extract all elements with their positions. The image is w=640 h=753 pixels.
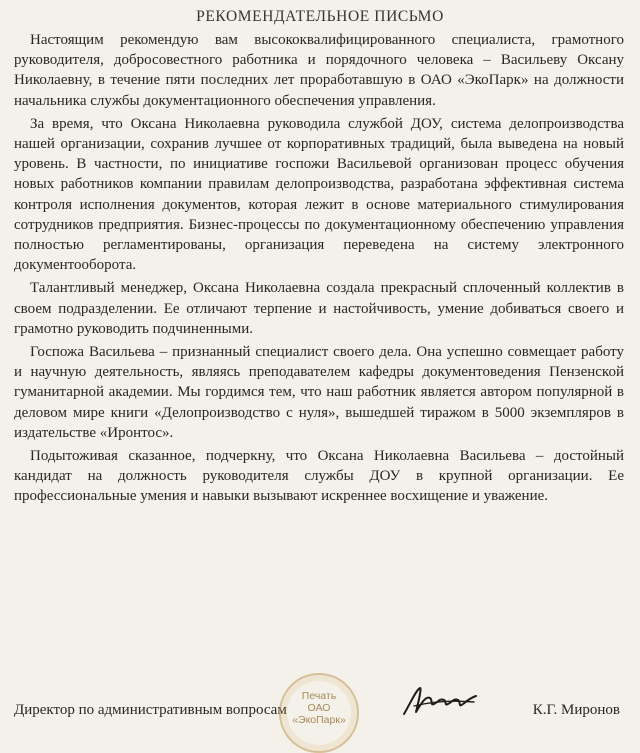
paragraph-4: Госпожа Васильева – признанный специалист своего дела. Она успешно совмещает работу и научную деятельность, являясь преподавателем кафедры документоведения Пензенской гуманитарной академии. Мы гордимся тем, что наш работник является автором популярной в деловом мире книги «Делопроизводство с нуля», вышедшей тиражом в 5000 экземпляров в издательстве «Иронтос». (14, 344, 624, 441)
paragraph-1: Настоящим рекомендую вам высококвалифицированного специалиста, грамотного руководителя, добросовестного работника и порядочного человека – Васильеву Оксану Николаевну, в течение пяти последних лет проработавшую в ОАО «ЭкоПарк» на должности начальника службы документационного обеспечения управления. (14, 32, 624, 109)
seal-line-3: «ЭкоПарк» (292, 714, 346, 726)
company-seal (279, 673, 359, 753)
handwritten-signature (400, 684, 480, 720)
signatory-role: Директор по административным вопросам (14, 702, 287, 718)
signatory-name: К.Г. Миронов (532, 702, 620, 718)
seal-line-1: Печать (301, 690, 337, 702)
paragraph-5: Подытоживая сказанное, подчеркну, что Оксана Николаевна Васильева – достойный кандидат на должность руководителя службы ДОУ в крупной организации. Ее профессиональные умения и навыки вызывают искреннее восхищение и уважение. (14, 448, 624, 505)
document-title: РЕКОМЕНДАТЕЛЬНОЕ ПИСЬМО (196, 8, 444, 25)
seal-line-2: ОАО (307, 702, 331, 714)
paragraph-3: Талантливый менеджер, Оксана Николаевна создала прекрасный сплоченный коллектив в своем подразделении. Ее отличают терпение и настойчивость, умение добиваться своего и грамотно руководить подчиненными. (14, 280, 624, 337)
letter-body (14, 30, 624, 507)
paragraph-2: За время, что Оксана Николаевна руководила службой ДОУ, система делопроизводства нашей организации, сохранив лучшее от корпоративных традиций, была выведена на новый уровень. В частности, по инициативе госпожи Васильевой организован процесс обучения новых работников компании правилам делопроизводства, разработана эффективная система контроля исполнения документов, которая лежит в основе материального стимулирования сотрудников предприятия. Бизнес-процессы по документационному обеспечению управления полностью регламентированы, организация переведена на систему электронного документооборота. (14, 115, 624, 274)
